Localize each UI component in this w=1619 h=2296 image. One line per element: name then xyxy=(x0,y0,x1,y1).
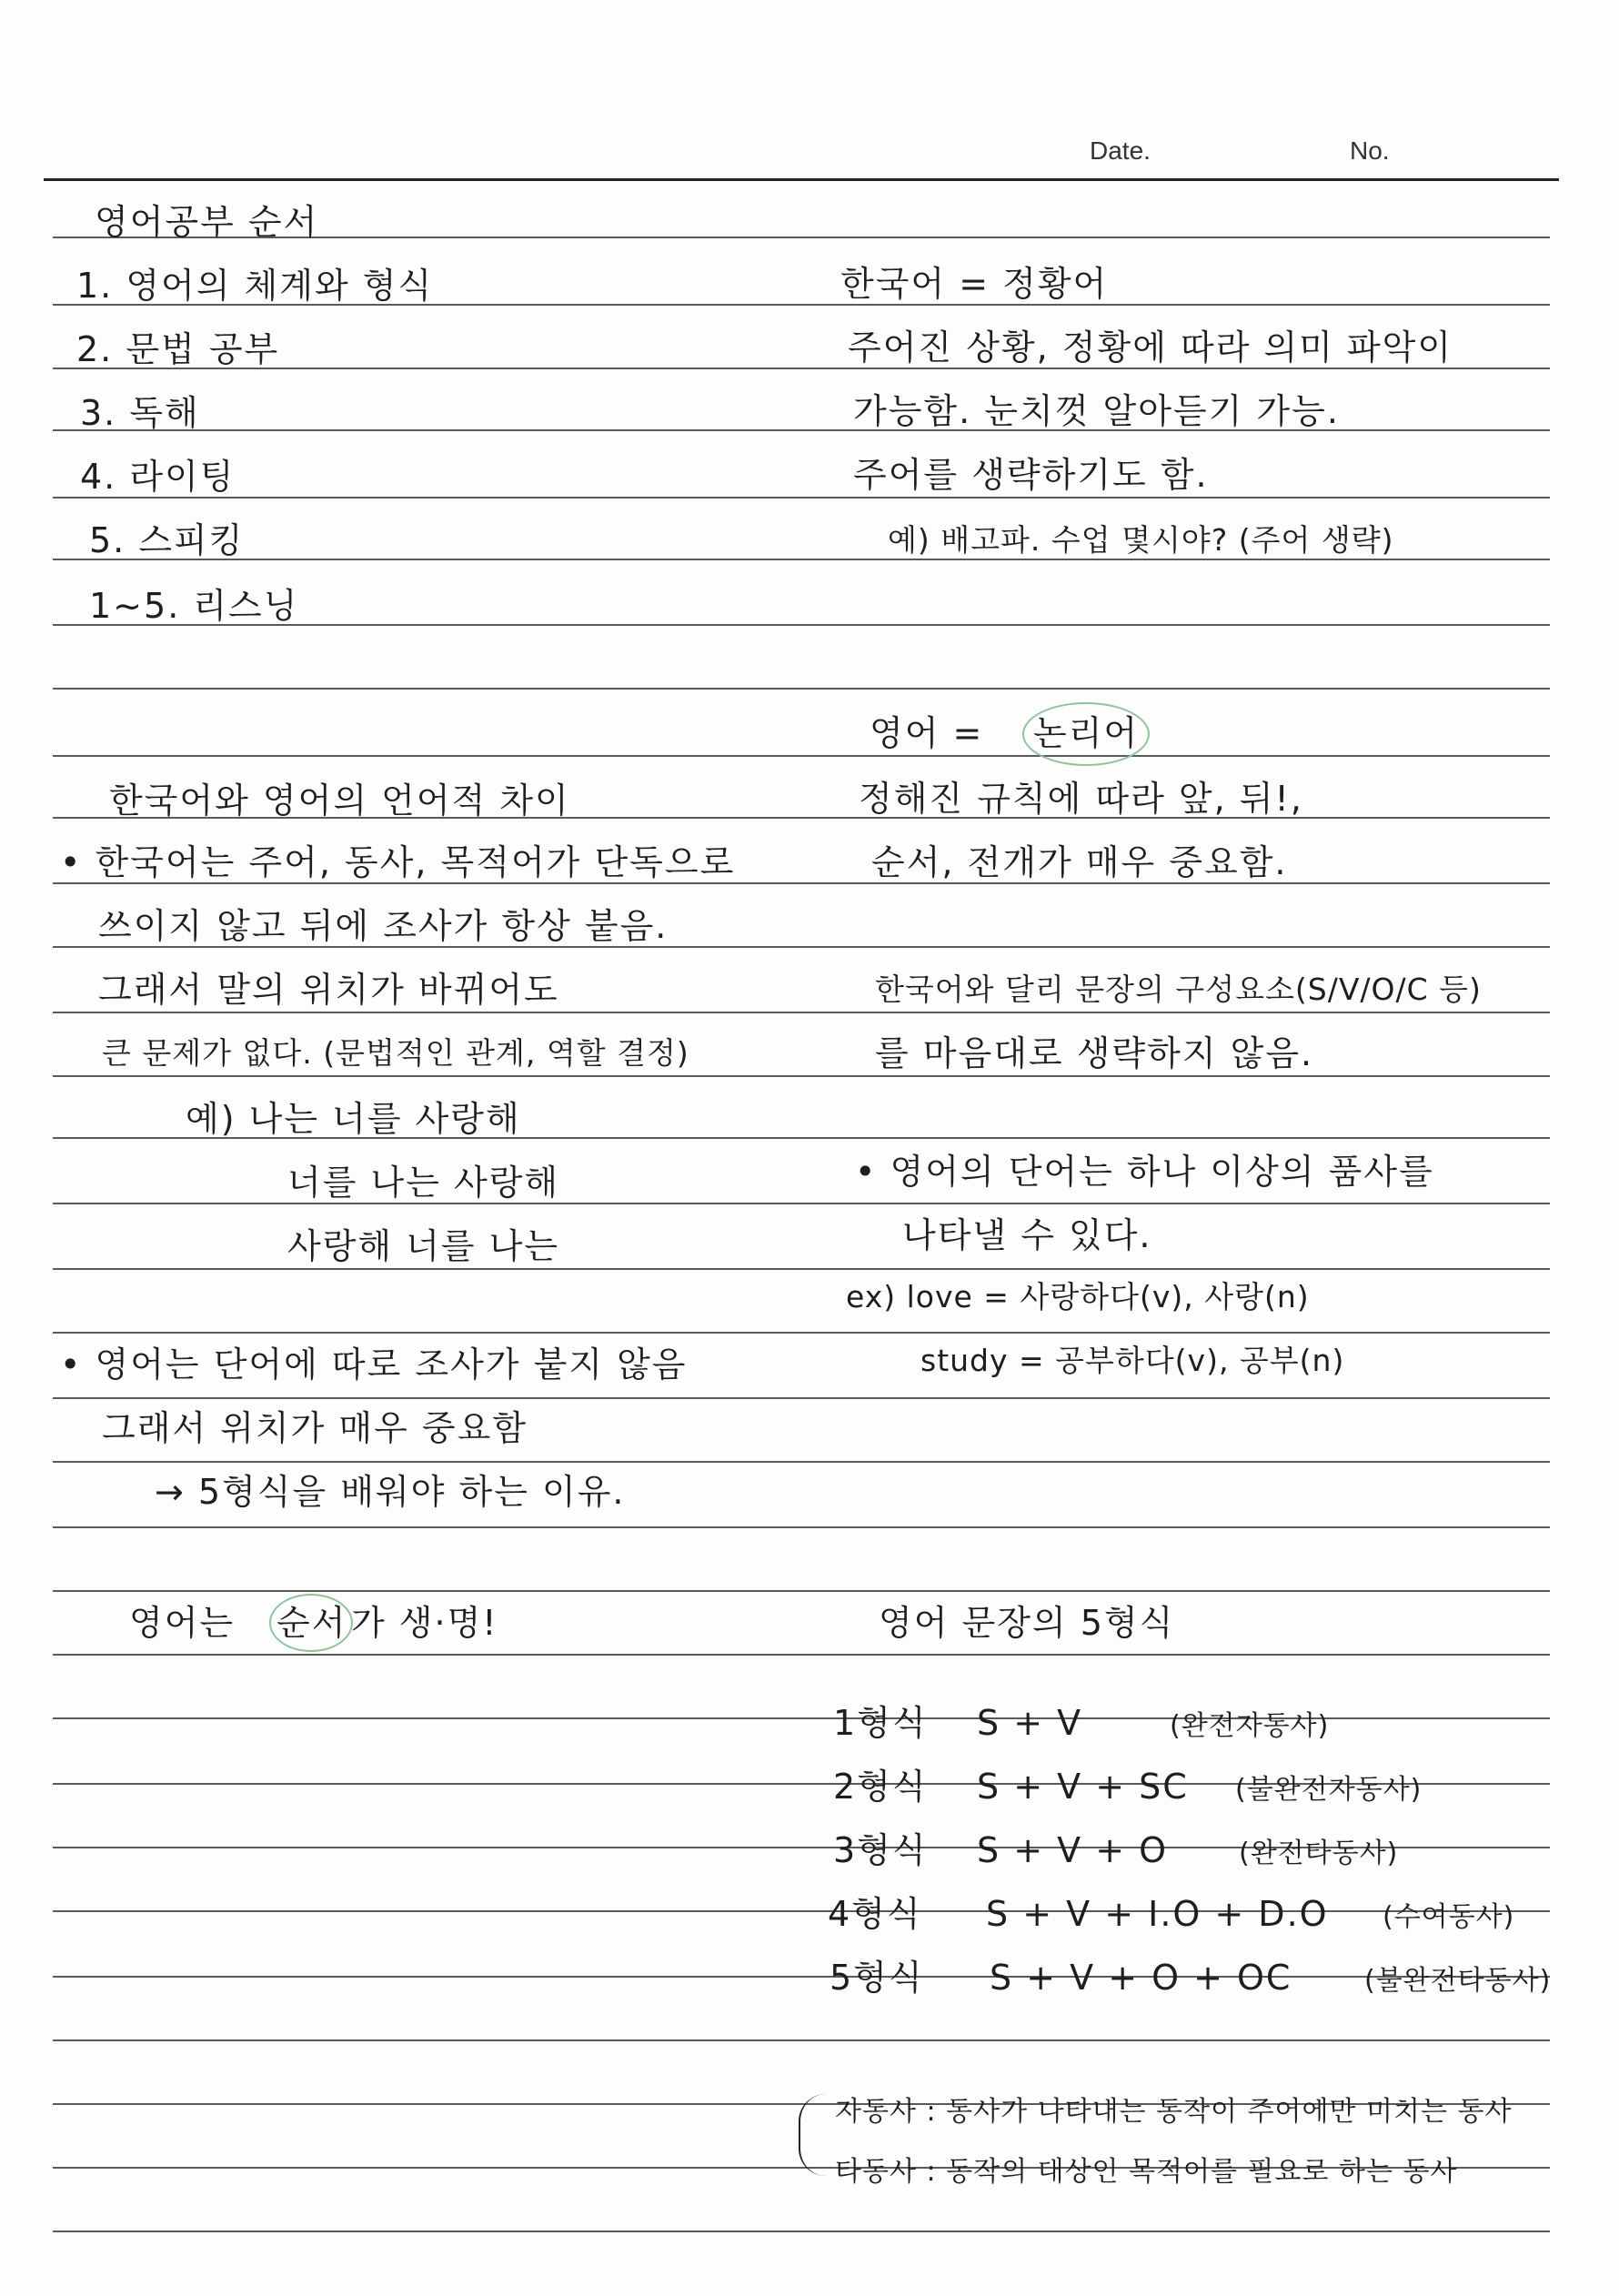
study-step: 1. 영어의 체계와 형식 xyxy=(76,266,434,306)
english-type-line: 순서, 전개가 매우 중요함. xyxy=(871,842,1288,882)
form-verb-type: (불완전자동사) xyxy=(1235,1774,1423,1806)
order-emphasis-circled: 순서 xyxy=(277,1603,347,1643)
definition-bracket xyxy=(799,2094,828,2176)
ruled-line xyxy=(53,688,1550,690)
korean-type-line: 가능함. 눈치껏 알아듣기 가능. xyxy=(853,391,1340,431)
intransitive-definition: 자동사 : 동사가 나타내는 동작이 주어에만 미치는 동사 xyxy=(835,2096,1513,2128)
english-type-line: 를 마음대로 생략하지 않음. xyxy=(875,1033,1314,1073)
part-of-speech-example: study = 공부하다(v), 공부(n) xyxy=(920,1343,1345,1378)
form-verb-type: (완전타동사) xyxy=(1239,1838,1399,1869)
ruled-line xyxy=(53,1461,1550,1463)
korean-point-line: • 한국어는 주어, 동사, 목적어가 단독으로 xyxy=(60,842,736,882)
korean-point-line: 쓰이지 않고 뒤에 조사가 항상 붙음. xyxy=(98,906,669,946)
study-step: 4. 라이팅 xyxy=(80,457,236,497)
english-type-line: 정해진 규칙에 따라 앞, 뒤!, xyxy=(859,779,1303,819)
difference-title: 한국어와 영어의 언어적 차이 xyxy=(109,780,570,821)
korean-type-line: 주어를 생략하기도 함. xyxy=(853,455,1209,495)
date-label: Date. xyxy=(1090,136,1151,165)
part-of-speech-line: • 영어의 단어는 하나 이상의 품사를 xyxy=(855,1152,1434,1192)
ruled-line xyxy=(53,1397,1550,1399)
order-emphasis-prefix: 영어는 xyxy=(129,1603,236,1643)
transitive-definition: 타동사 : 동작의 대상인 목적어를 필요로 하는 동사 xyxy=(835,2156,1458,2188)
form-number: 1형식 xyxy=(833,1703,928,1743)
korean-type-title: 한국어 = 정황어 xyxy=(840,264,1109,304)
ruled-line xyxy=(53,1976,1550,1978)
form-number: 3형식 xyxy=(833,1830,928,1870)
korean-point-line: 그래서 말의 위치가 바뀌어도 xyxy=(98,970,559,1010)
form-formula: S + V + SC xyxy=(977,1767,1189,1807)
header-rule xyxy=(44,178,1559,181)
ruled-line xyxy=(53,2231,1550,2232)
english-type-title-circled: 논리어 xyxy=(1033,713,1140,753)
five-forms-title: 영어 문장의 5형식 xyxy=(879,1603,1175,1643)
part-of-speech-line: 나타낼 수 있다. xyxy=(902,1215,1152,1255)
english-point-line: • 영어는 단어에 따로 조사가 붙지 않음 xyxy=(60,1344,688,1385)
ruled-line xyxy=(53,1075,1550,1077)
example-sentence: 예) 나는 너를 사랑해 xyxy=(186,1099,521,1139)
english-point-line: 그래서 위치가 매우 중요함 xyxy=(102,1408,528,1448)
study-step: 2. 문법 공부 xyxy=(76,329,280,369)
ruled-line xyxy=(53,1332,1550,1334)
form-number: 5형식 xyxy=(830,1958,924,1998)
example-sentence: 너를 나는 사랑해 xyxy=(287,1163,560,1203)
form-formula: S + V + I.O + D.O xyxy=(986,1894,1329,1934)
ruled-line xyxy=(53,1526,1550,1528)
study-step: 1~5. 리스닝 xyxy=(89,586,299,626)
ruled-line xyxy=(53,1012,1550,1013)
ruled-line xyxy=(53,1654,1550,1656)
ruled-line xyxy=(53,2039,1550,2041)
english-point-line: → 5형식을 배워야 하는 이유. xyxy=(155,1472,626,1512)
form-formula: S + V + O + OC xyxy=(990,1958,1292,1998)
study-step: 5. 스피킹 xyxy=(89,520,245,560)
ruled-line xyxy=(53,1203,1550,1204)
form-verb-type: (완전자동사) xyxy=(1170,1710,1330,1742)
english-type-title-prefix: 영어 = xyxy=(870,713,984,753)
part-of-speech-example: ex) love = 사랑하다(v), 사랑(n) xyxy=(846,1279,1310,1314)
form-formula: S + V + O xyxy=(977,1830,1169,1870)
ruled-line xyxy=(53,1590,1550,1592)
order-emphasis-suffix: 가 생·명! xyxy=(351,1603,498,1643)
form-verb-type: (수여동사) xyxy=(1383,1901,1515,1933)
ruled-line xyxy=(53,755,1550,757)
ruled-line xyxy=(53,946,1550,948)
ruled-line xyxy=(53,882,1550,884)
form-number: 2형식 xyxy=(833,1767,928,1807)
form-formula: S + V xyxy=(977,1703,1083,1743)
ruled-line xyxy=(53,1268,1550,1270)
korean-point-line: 큰 문제가 없다. (문법적인 관계, 역할 결정) xyxy=(102,1035,689,1071)
example-sentence: 사랑해 너를 나는 xyxy=(287,1226,560,1266)
english-type-line: 한국어와 달리 문장의 구성요소(S/V/O/C 등) xyxy=(875,972,1482,1007)
study-step: 3. 독해 xyxy=(80,393,200,433)
study-order-title: 영어공부 순서 xyxy=(95,202,319,242)
form-number: 4형식 xyxy=(828,1894,922,1934)
korean-type-line: 주어진 상황, 정황에 따라 의미 파악이 xyxy=(848,327,1453,368)
form-verb-type: (불완전타동사) xyxy=(1364,1965,1552,1997)
number-label: No. xyxy=(1350,136,1390,165)
ruled-line xyxy=(53,497,1550,498)
korean-type-example: 예) 배고파. 수업 몇시야? (주어 생략) xyxy=(888,522,1394,558)
